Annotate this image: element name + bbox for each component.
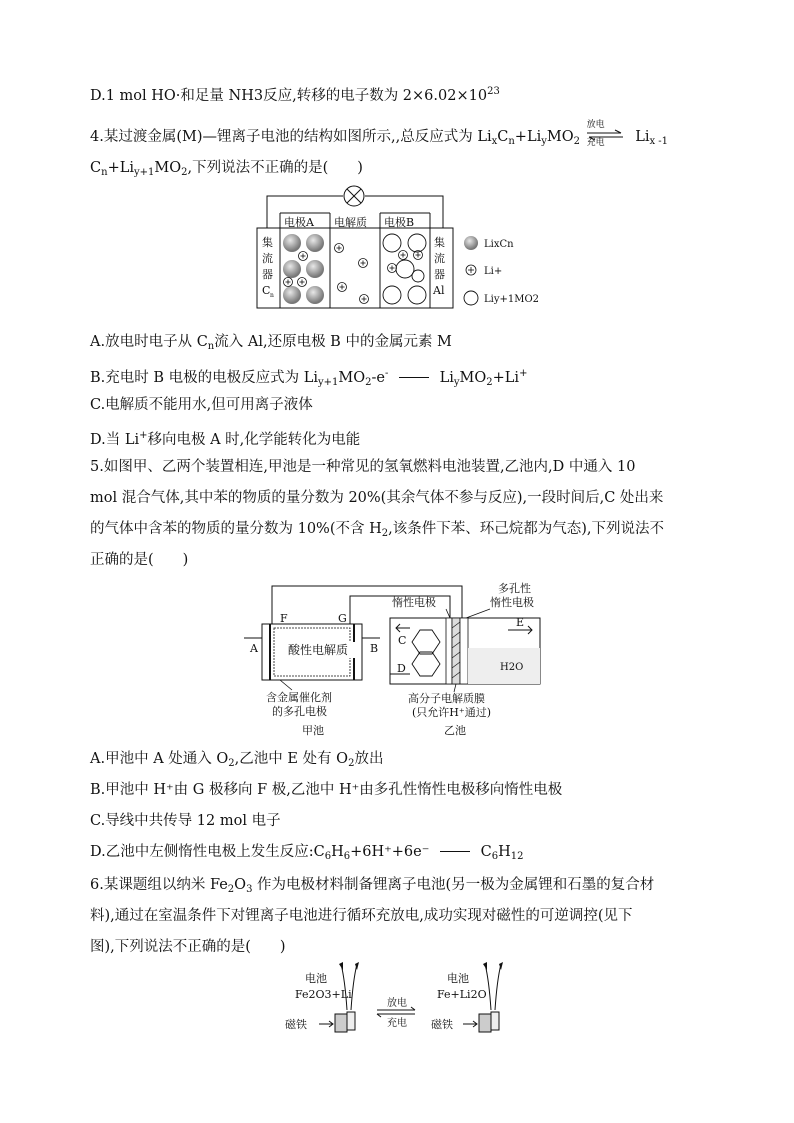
q5-option-c <box>90 811 281 831</box>
q4-battery-diagram <box>255 183 555 323</box>
q4-stem-line1 <box>90 120 669 152</box>
q5-stem-text: 的气体中含苯的物质的量分数为 10%(不含 H <box>90 521 382 537</box>
legend-li-label: Li+ <box>484 266 503 277</box>
reaction-arrow <box>399 377 429 378</box>
legend-mo2-label: Liy+1MO2 <box>484 294 540 305</box>
option-text: 流入 Al,还原电极 B 中的金属元素 M <box>214 334 452 350</box>
q6-stem-text: 6.某课题组以纳米 Fe <box>90 877 228 893</box>
subscript: 6 <box>491 851 499 862</box>
option-text: H <box>331 844 344 860</box>
label-g: G <box>338 612 347 625</box>
subscript: n <box>101 167 108 178</box>
q4-stem-text: Li <box>635 129 650 145</box>
subscript: 2 <box>348 758 355 769</box>
q4-stem-line2 <box>90 158 363 183</box>
subscript: n <box>207 341 215 352</box>
collector-left-char: 流 <box>262 252 273 265</box>
charge-label: 充电 <box>387 1018 407 1029</box>
q4-stem-text: 4.某过渡金属(M)—锂离子电池的结构如图所示,,总反应式为 Li <box>90 129 492 145</box>
right-formula: Fe+Li2O <box>437 988 487 1001</box>
q4-option-d: D.当 Li+移向电极 A 时,化学能转化为电能 <box>90 430 361 448</box>
subscript: x <box>491 136 498 147</box>
subscript: 2 <box>181 167 188 178</box>
label-a: A <box>250 642 258 655</box>
q4-stem-text: C <box>90 160 102 176</box>
label-c: C <box>398 634 407 647</box>
legend-lixcn-label: LixCn <box>484 239 514 250</box>
li-ion-markers <box>284 244 423 304</box>
subscript: 2 <box>228 758 235 769</box>
q4-option-a <box>90 332 452 357</box>
option-text: C <box>480 844 492 860</box>
magnet-label-left: 磁铁 <box>285 1018 307 1031</box>
q4-stem-text: +Li <box>514 129 542 145</box>
option-text: A.甲池中 A 处通入 O <box>90 751 229 767</box>
subscript: n <box>508 136 515 147</box>
battery-label-right: 电池 <box>447 972 469 985</box>
arrow-bottom-label: 充电 <box>586 138 605 148</box>
subscript: 2 <box>381 528 389 539</box>
q5-stem-line3 <box>90 519 664 544</box>
q5-stem-line4 <box>90 550 188 570</box>
reaction-arrow <box>440 851 470 852</box>
subscript: y+1 <box>318 377 339 388</box>
legend-mo2-icon <box>464 291 478 305</box>
option-text: C.电解质不能用水,但可用离子液体 <box>90 397 313 413</box>
option-text: D.乙池中左侧惰性电极上发生反应:C <box>90 844 325 860</box>
catalyst-label: 含金属催化剂 <box>266 691 332 704</box>
cell-jia-label: 甲池 <box>302 724 324 737</box>
electrode-b-label: 电极B <box>384 216 415 229</box>
q4-option-b: B.充电时 B 电极的电极反应式为 $Li_{y+1}MO_2-e^-$ $Li_yMO_2+Li^+$ <box>90 368 528 388</box>
option-text: MO <box>459 370 487 386</box>
subscript: 12 <box>510 851 524 862</box>
electrode-a-particles <box>283 234 324 304</box>
porous-electrode-label: 惰性电极 <box>490 596 534 609</box>
battery-label-left: 电池 <box>305 972 327 985</box>
membrane-label: (只允许H⁺通过) <box>412 706 491 719</box>
option-text: +Li <box>492 370 520 386</box>
q4-stem-text: +Li <box>107 160 134 176</box>
q5-stem-text: 正确的是( ) <box>90 552 189 568</box>
subscript: y+1 <box>133 167 155 178</box>
electrolyte-label: 电解质 <box>334 216 367 229</box>
option-text: MO <box>338 370 366 386</box>
q4-stem-text: MO <box>154 160 182 176</box>
cell-yi-label: 乙池 <box>444 724 466 737</box>
option-text: 移向电极 A 时,化学能转化为电能 <box>147 432 361 448</box>
membrane-label: 高分子电解质膜 <box>408 692 485 705</box>
collector-right-char: 流 <box>434 252 445 265</box>
label-b: B <box>370 642 379 655</box>
option-text: H <box>498 844 511 860</box>
q4-stem-text: MO <box>546 129 574 145</box>
q6-stem-line1: 6.某课题组以纳米 $Fe_2O_3$ 作为电极材料制备锂离子电池(另一极为金属锂和石墨的复合材 <box>90 877 655 895</box>
left-formula: Fe2O3+Li <box>295 988 352 1001</box>
q6-stem-text: O <box>234 877 247 893</box>
q3-option-d-text: D.1 mol HO·和足量 NH3反应,转移的电子数为 2×6.02×10 <box>90 88 488 104</box>
q6-magnet-battery-diagram <box>285 960 525 1040</box>
label-e: E <box>516 616 525 629</box>
subscript: y <box>541 136 547 147</box>
q5-stem-text: 5.如图甲、乙两个装置相连,甲池是一种常见的氢氧燃料电池装置,乙池内,D 中通入 10 <box>90 459 636 475</box>
q5-stem-text: mol 混合气体,其中苯的物质的量分数为 20%(其余气体不参与反应),一段时间后,C 处出来 <box>90 490 664 506</box>
reversible-arrow <box>585 120 625 148</box>
option-text: Li <box>439 370 454 386</box>
discharge-label: 放电 <box>387 998 407 1009</box>
q3-option-d-exponent: 23 <box>487 86 500 97</box>
option-text: D.当 Li <box>90 432 140 448</box>
acid-electrolyte-label: 酸性电解质 <box>288 643 349 657</box>
subscript: y <box>453 377 460 388</box>
collector-left-char: 集 <box>262 236 273 249</box>
subscript: x -1 <box>649 136 669 147</box>
arrow-top-label: 放电 <box>586 120 605 130</box>
electrode-a-label: 电极A <box>284 216 314 229</box>
collector-left-char: 器 <box>262 268 273 281</box>
collector-right-char: 器 <box>434 268 445 281</box>
collector-right-char: 集 <box>434 236 445 249</box>
q5-option-b <box>90 780 562 800</box>
magnet-label-right: 磁铁 <box>431 1018 453 1031</box>
q6-stem-line2 <box>90 906 633 926</box>
q5-option-d <box>90 842 524 867</box>
option-text: 放出 <box>354 751 384 767</box>
q3-option-d <box>90 82 500 106</box>
q6-stem-text: 图),下列说法不正确的是( ) <box>90 939 286 955</box>
catalyst-label: 的多孔电极 <box>272 705 327 718</box>
option-text: B.充电时 B 电极的电极反应式为 Li <box>90 370 319 386</box>
collector-left-char: C <box>262 284 271 297</box>
collector-left-sub: n <box>270 292 274 299</box>
q6-stem-text: 料),通过在室温条件下对锂离子电池进行循环充放电,成功实现对磁性的可逆调控(见下 <box>90 908 633 924</box>
option-text: B.甲池中 H⁺由 G 极移向 F 极,乙池中 H⁺由多孔性惰性电极移向惰性电极 <box>90 782 563 798</box>
q5-option-a <box>90 749 383 774</box>
subscript: 6 <box>343 851 351 862</box>
q4-stem-text: ,下列说法不正确的是( ) <box>187 160 363 176</box>
option-text: -e <box>371 370 385 386</box>
subscript: 2 <box>486 377 493 388</box>
water-label: H2O <box>500 662 524 673</box>
q4-stem-text: C <box>497 129 509 145</box>
q6-stem-line3 <box>90 937 286 957</box>
q5-stem-line1 <box>90 457 635 477</box>
q5-stem-text: ,该条件下苯、环己烷都为气态),下列说法不 <box>388 521 664 537</box>
subscript: 2 <box>573 136 580 147</box>
porous-electrode-label: 多孔性 <box>498 582 531 595</box>
q4-option-c <box>90 395 313 415</box>
option-text: +6H⁺+6e⁻ <box>350 844 430 860</box>
collector-right-char: Al <box>433 284 445 297</box>
subscript: 2 <box>365 377 372 388</box>
option-text: ,乙池中 E 处有 O <box>234 751 349 767</box>
q5-electrolysis-diagram <box>240 578 580 740</box>
option-text: C.导线中共传导 12 mol 电子 <box>90 813 281 829</box>
q6-stem-text: 作为电极材料制备锂离子电池(另一极为金属锂和石墨的复合材 <box>257 877 655 893</box>
subscript: 6 <box>324 851 332 862</box>
q5-stem-line2 <box>90 488 663 508</box>
option-text: A.放电时电子从 C <box>90 334 208 350</box>
inert-electrode-label: 惰性电极 <box>392 596 436 609</box>
label-f: F <box>280 612 288 625</box>
legend-lixcn-icon <box>464 236 478 250</box>
label-d: D <box>397 662 406 675</box>
